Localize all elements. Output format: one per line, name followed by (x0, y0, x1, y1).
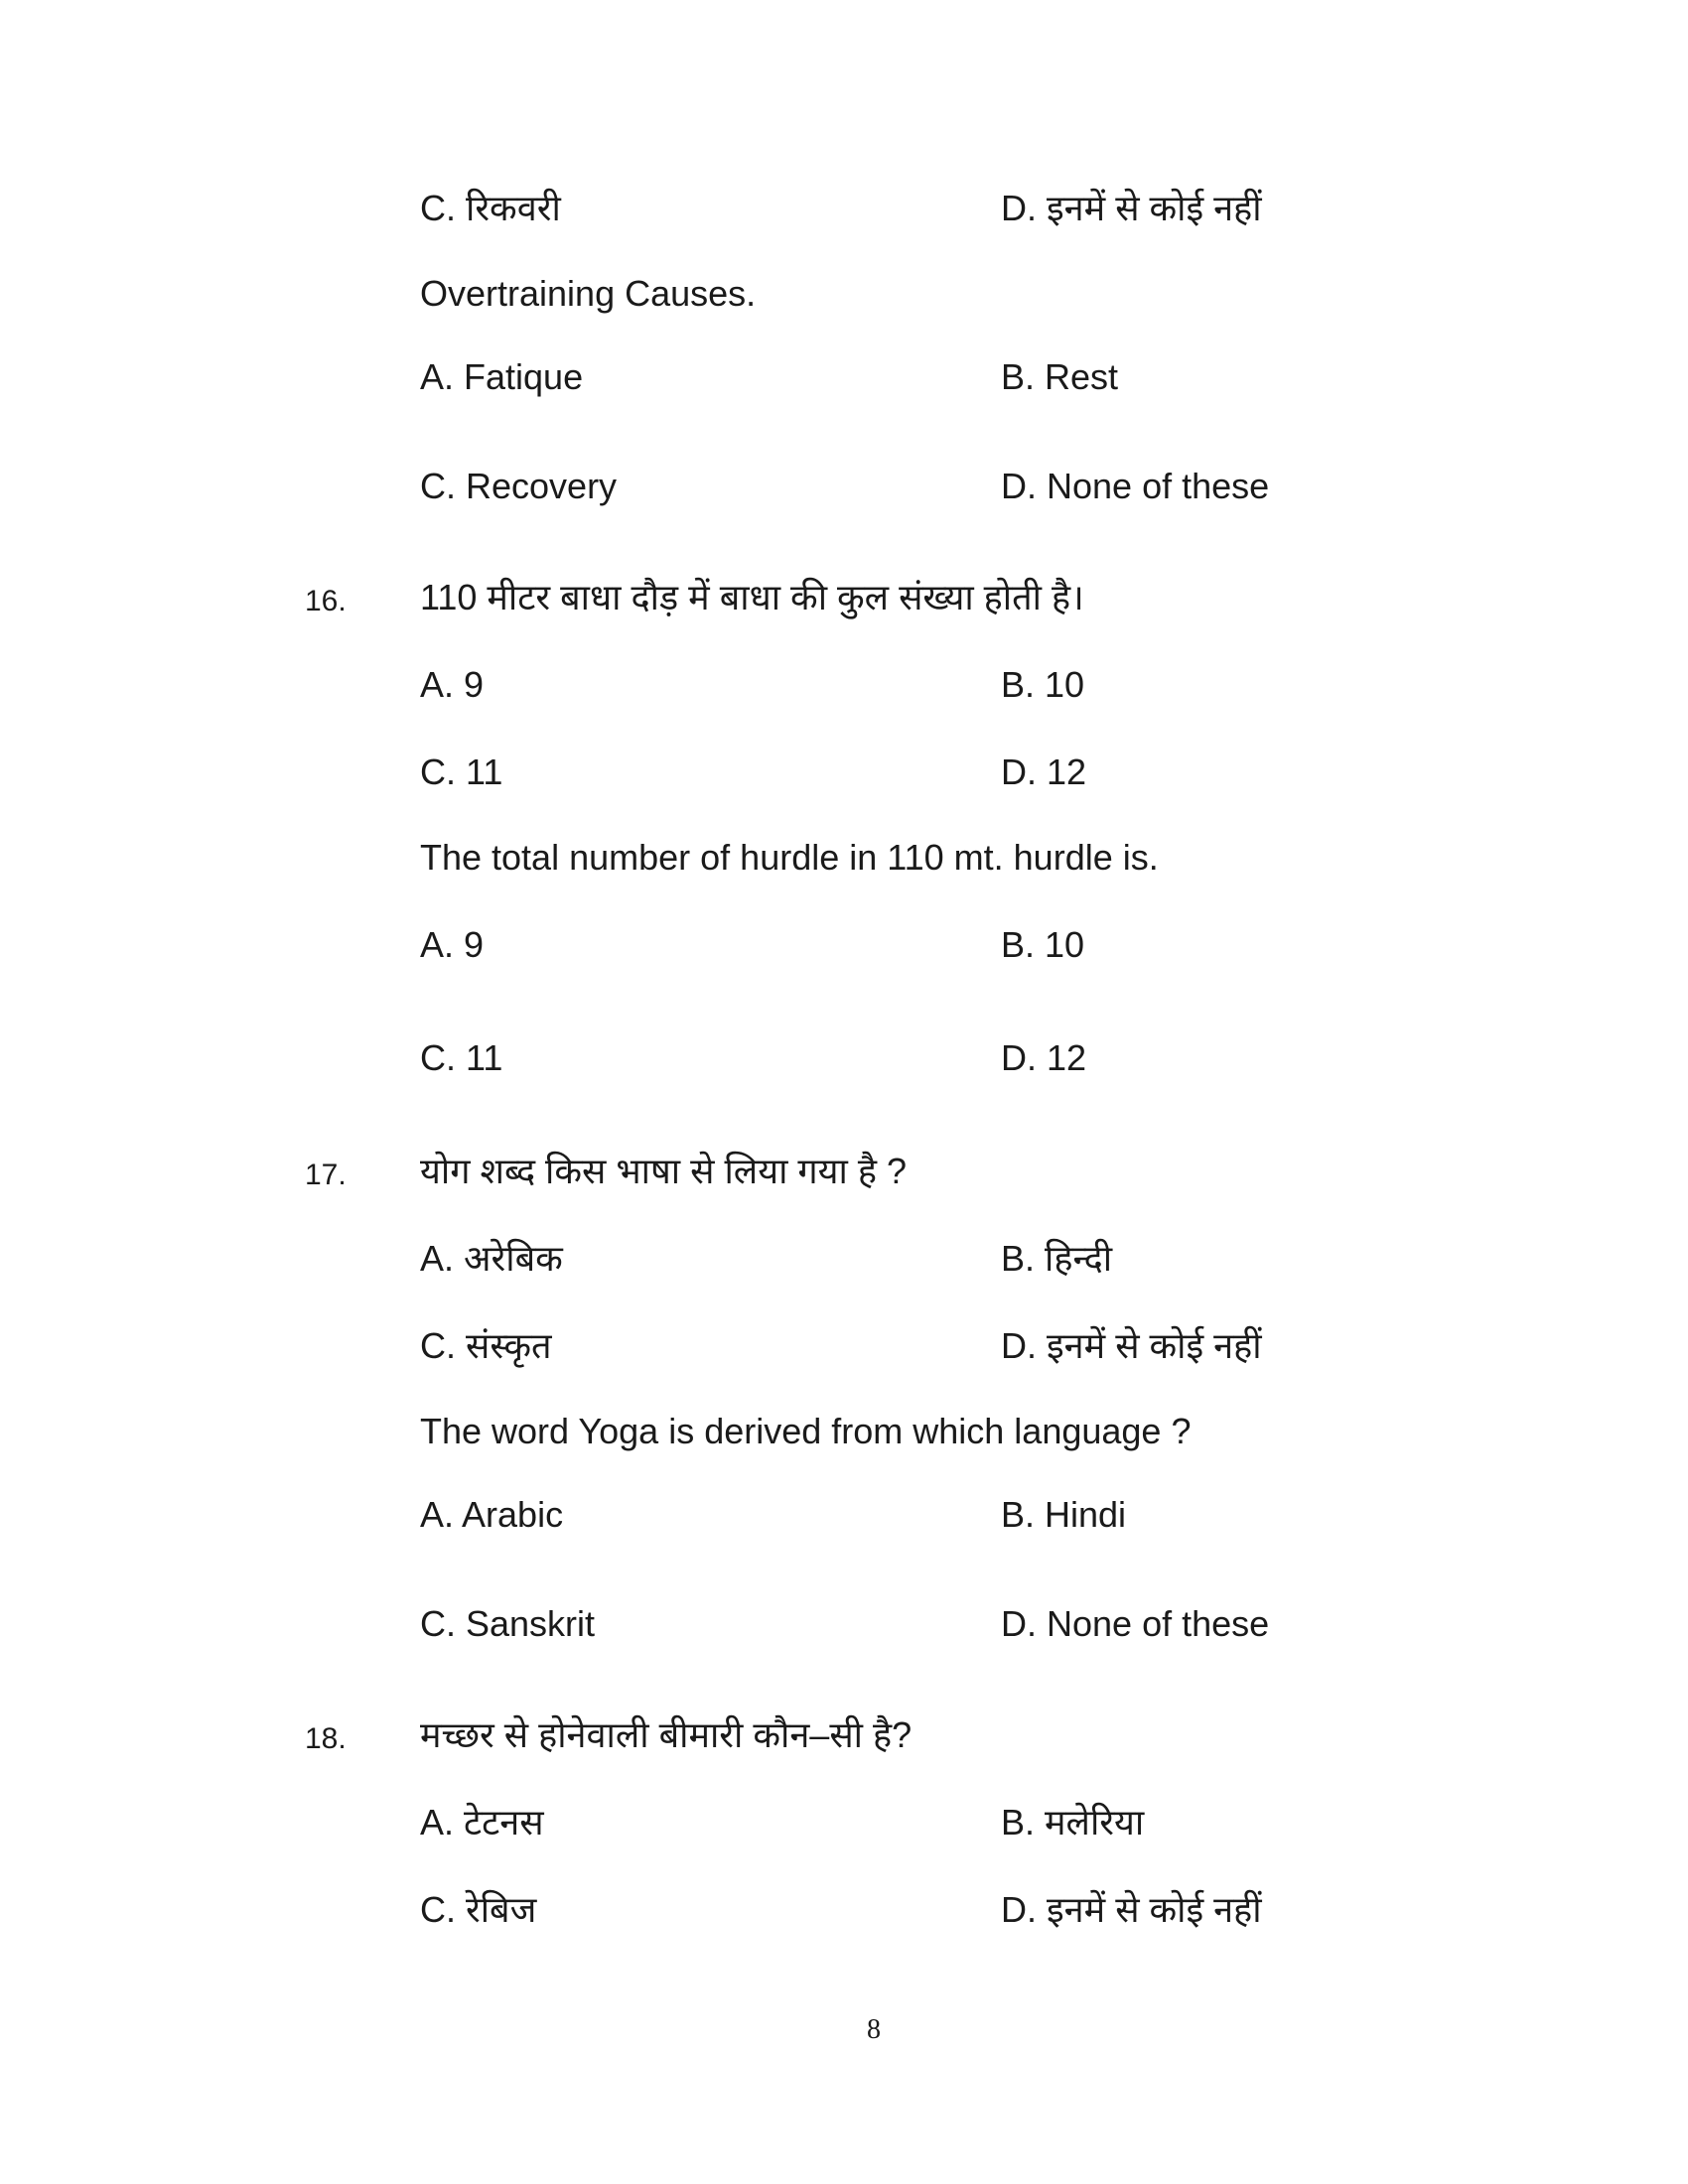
option-b: B. हिन्दी (1001, 1238, 1113, 1279)
question-text: The word Yoga is derived from which language ? (420, 1411, 1192, 1451)
option-c: C. Recovery (420, 466, 618, 506)
option-d: D. 12 (1001, 751, 1087, 792)
option-b: B. 10 (1001, 664, 1085, 705)
option-c: C. रेबिज (420, 1889, 537, 1930)
option-row (0, 1235, 1688, 1285)
option-row (0, 1600, 1688, 1650)
option-b: B. Rest (1001, 356, 1119, 397)
option-row (0, 1799, 1688, 1848)
option-row (0, 353, 1688, 403)
option-d: D. 12 (1001, 1037, 1087, 1078)
question-number: 16. (305, 585, 347, 617)
question-stem-english (0, 270, 1688, 320)
option-c: C. 11 (420, 1037, 503, 1078)
page-number: 8 (867, 2014, 881, 2045)
option-a: A. अरेबिक (420, 1238, 563, 1279)
option-row (0, 463, 1688, 512)
question-number: 17. (305, 1159, 347, 1191)
option-row (0, 1491, 1688, 1541)
option-c: C. Sanskrit (420, 1603, 596, 1644)
option-d: D. इनमें से कोई नहीं (1001, 1889, 1262, 1930)
option-d: D. इनमें से कोई नहीं (1001, 188, 1262, 228)
option-row (0, 749, 1688, 798)
question-text: 110 मीटर बाधा दौड़ में बाधा की कुल संख्या होती है। (420, 577, 1084, 617)
option-a: A. टेटनस (420, 1802, 544, 1843)
option-row (0, 1034, 1688, 1084)
option-row (0, 1886, 1688, 1936)
option-a: A. 9 (420, 924, 485, 965)
question-17 (0, 1148, 1688, 1197)
option-d: D. None of these (1001, 466, 1270, 506)
option-d: D. None of these (1001, 1603, 1270, 1644)
option-a: A. Arabic (420, 1494, 564, 1535)
question-text: योग शब्द किस भाषा से लिया गया है ? (420, 1151, 908, 1191)
option-a: A. Fatique (420, 356, 584, 397)
question-number: 18. (305, 1722, 347, 1755)
question-text: The total number of hurdle in 110 mt. hurdle is. (420, 837, 1159, 878)
option-c: C. रिकवरी (420, 188, 561, 228)
option-b: B. Hindi (1001, 1494, 1127, 1535)
option-b: B. मलेरिया (1001, 1802, 1145, 1843)
question-text: मच्छर से होनेवाली बीमारी कौन–सी है? (420, 1714, 913, 1755)
option-row (0, 661, 1688, 711)
option-c: C. 11 (420, 751, 503, 792)
option-row (0, 185, 1688, 234)
question-text: Overtraining Causes. (420, 273, 757, 314)
question-stem-english (0, 1408, 1688, 1457)
option-c: C. संस्कृत (420, 1325, 552, 1366)
option-row (0, 921, 1688, 971)
option-row (0, 1322, 1688, 1372)
question-18 (0, 1711, 1688, 1761)
question-16 (0, 574, 1688, 623)
option-a: A. 9 (420, 664, 485, 705)
question-stem-english (0, 834, 1688, 884)
option-d: D. इनमें से कोई नहीं (1001, 1325, 1262, 1366)
option-b: B. 10 (1001, 924, 1085, 965)
